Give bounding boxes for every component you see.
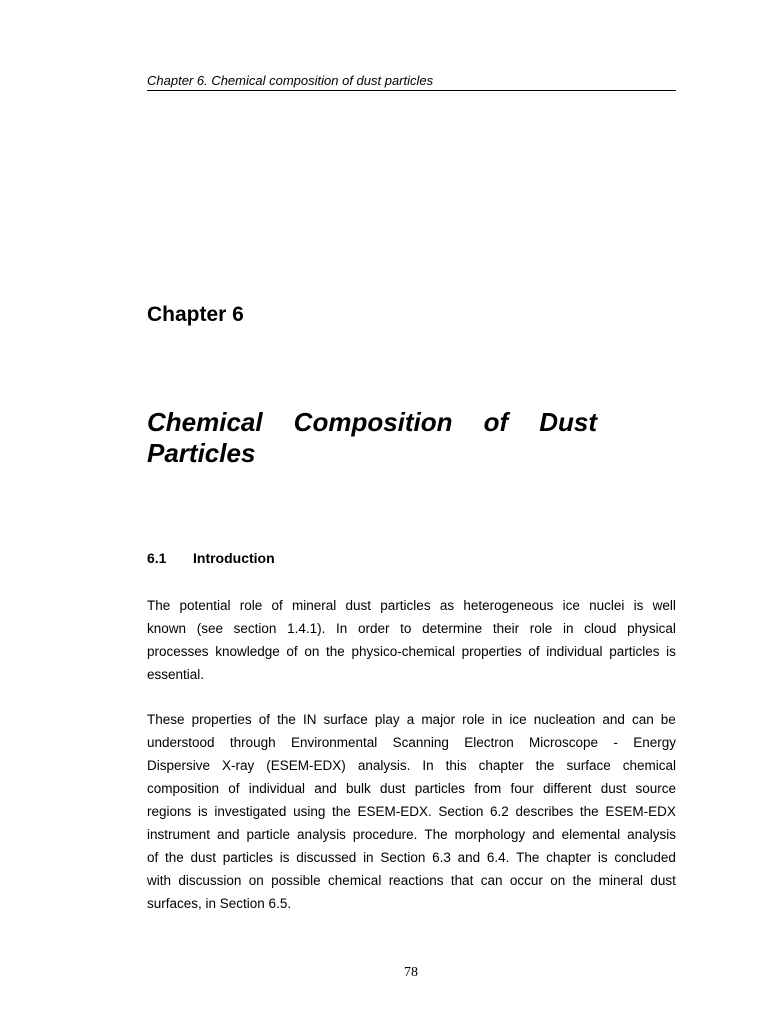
paragraph-word: Microscope: [529, 735, 599, 750]
paragraph-word: analysis: [297, 827, 346, 842]
paragraph-word: in: [491, 712, 503, 727]
paragraph-word: describes: [515, 804, 574, 819]
paragraph-word: instrument: [147, 827, 211, 842]
paragraph-word: reactions: [388, 873, 444, 888]
paragraph-word: (ESEM-EDX): [266, 758, 346, 773]
paragraph-word: analysis: [627, 827, 676, 842]
paragraph-word: heterogeneous: [463, 598, 554, 613]
paragraph-line: [147, 777, 676, 800]
paragraph-word: X-ray: [222, 758, 255, 773]
paragraph-word: 6.3: [432, 850, 451, 865]
paragraph-word: of: [286, 644, 298, 659]
paragraph-word: nucleation: [533, 712, 596, 727]
paragraph-word: analysis.: [357, 758, 411, 773]
chapter-title-line-2: Particles: [147, 438, 256, 468]
paragraph-line: essential.: [147, 667, 205, 682]
paragraph-word: bulk: [346, 781, 371, 796]
paragraph-word: with: [147, 873, 172, 888]
paragraph-word: dust: [190, 850, 217, 865]
paragraph-word: a: [406, 712, 415, 727]
paragraph-word: of: [228, 781, 240, 796]
paragraph-word: chapter: [546, 850, 592, 865]
paragraph-word: procedure.: [352, 827, 418, 842]
paragraph-word: surface: [566, 758, 611, 773]
paragraph-word: potential: [179, 598, 231, 613]
paragraph-word: properties: [191, 712, 252, 727]
paragraph-word: dust: [600, 781, 627, 796]
paragraph-word: that: [450, 873, 474, 888]
paragraph-word: chemical: [622, 758, 676, 773]
paragraph-word: The: [147, 598, 171, 613]
paragraph-word: understood: [147, 735, 215, 750]
paragraph-word: The: [424, 827, 448, 842]
paragraph-word: the: [572, 873, 592, 888]
paragraph-word: processes: [147, 644, 209, 659]
paragraph-word: discussion: [178, 873, 242, 888]
paragraph-word: discussed: [296, 850, 357, 865]
paragraph-line: [147, 640, 676, 663]
paragraph-word: chapter: [478, 758, 524, 773]
paragraph-word: Section: [380, 850, 426, 865]
paragraph-word: occur: [509, 873, 543, 888]
paragraph-word: 1.4.1).: [287, 621, 326, 636]
paragraph-word: nuclei: [589, 598, 625, 613]
paragraph-word: In: [336, 621, 348, 636]
paragraph-word: role: [529, 621, 553, 636]
paragraph-word: investigated: [214, 804, 287, 819]
paragraph-word: their: [492, 621, 520, 636]
paragraph-word: of: [147, 850, 159, 865]
paragraph-word: dust: [380, 781, 406, 796]
chapter-title: [147, 407, 597, 469]
paragraph-word: the: [165, 850, 184, 865]
paragraph-word: Section: [438, 804, 484, 819]
paragraph-word: this: [445, 758, 467, 773]
paragraph-word: These: [147, 712, 185, 727]
paragraph-line: [147, 823, 676, 846]
paragraph-word: is: [633, 598, 644, 613]
paragraph-word: of: [258, 712, 270, 727]
paragraph-word: and: [532, 827, 555, 842]
paragraph-word: on: [550, 873, 566, 888]
paragraph-word: elemental: [561, 827, 621, 842]
paragraph-word: well: [652, 598, 676, 613]
paragraph-word: and: [217, 827, 240, 842]
paragraph-word: the: [535, 758, 555, 773]
paragraph-word: The: [516, 850, 540, 865]
chapter-label: Chapter 6: [147, 303, 244, 326]
paragraph-word: physical: [627, 621, 676, 636]
paragraph-word: order: [357, 621, 390, 636]
paragraph-word: of: [528, 644, 540, 659]
paragraph-word: from: [474, 781, 502, 796]
paragraph-word: of: [271, 598, 283, 613]
paragraph-word: 6.2: [490, 804, 509, 819]
paragraph-word: IN: [302, 712, 317, 727]
paragraph-word: regions: [147, 804, 192, 819]
paragraph-word: in: [363, 850, 374, 865]
paragraph-word: can: [631, 712, 654, 727]
paragraph-word: through: [229, 735, 276, 750]
paragraph-word: the: [332, 804, 351, 819]
paragraph-word: be: [660, 712, 676, 727]
paragraph-word: properties: [461, 644, 522, 659]
paragraph-word: surface: [323, 712, 368, 727]
paragraph-word: knowledge: [215, 644, 280, 659]
paragraph-word: particles: [380, 598, 431, 613]
paragraph-word: mineral: [292, 598, 337, 613]
paragraph-word: (see: [196, 621, 223, 636]
paragraph-word: Dispersive: [147, 758, 211, 773]
paragraph-word: Energy: [633, 735, 676, 750]
paragraph-word: different: [542, 781, 592, 796]
paragraph-word: is: [279, 850, 290, 865]
paragraph-line: [147, 869, 676, 892]
paragraph-word: the: [579, 804, 599, 819]
paragraph-word: Electron: [464, 735, 514, 750]
paragraph-word: major: [421, 712, 456, 727]
paragraph-line: [147, 846, 676, 869]
section-heading: [147, 549, 275, 567]
paragraph-word: is: [197, 804, 208, 819]
paragraph-word: particles: [609, 644, 660, 659]
paragraph-word: mineral: [598, 873, 644, 888]
paragraph-word: individual: [546, 644, 603, 659]
paragraph-word: role: [462, 712, 485, 727]
chapter-title-line-1: [147, 407, 597, 438]
paragraph-word: dust: [345, 598, 372, 613]
paragraph-word: particles: [222, 850, 274, 865]
paragraph-word: Environmental: [290, 735, 378, 750]
paragraph-word: particles: [414, 781, 466, 796]
chapter-title-word: Composition: [293, 407, 453, 437]
paragraph-word: is: [666, 644, 676, 659]
running-header: [147, 72, 676, 91]
chapter-title-word: Dust: [539, 407, 597, 437]
paragraph-word: composition: [147, 781, 220, 796]
paragraph-word: section: [233, 621, 277, 636]
paragraph-word: individual: [248, 781, 306, 796]
intro-paragraph: [147, 594, 676, 686]
paragraph-word: particle: [246, 827, 291, 842]
paragraph-word: In: [422, 758, 434, 773]
paragraph-word: ice: [562, 598, 580, 613]
chapter-title-word: Chemical: [147, 407, 263, 437]
paragraph-word: physico-chemical: [351, 644, 455, 659]
paragraph-word: known: [147, 621, 187, 636]
paragraph-word: Scanning: [392, 735, 449, 750]
paragraph-line: [147, 731, 676, 754]
paragraph-word: in: [562, 621, 574, 636]
paragraph-word: role: [239, 598, 263, 613]
paragraph-word: ice: [509, 712, 527, 727]
paragraph-word: as: [439, 598, 455, 613]
paragraph-line: [147, 594, 676, 617]
paragraph-word: the: [277, 712, 296, 727]
paragraph-line: surfaces, in Section 6.5.: [147, 896, 292, 911]
section-number: 6.1: [147, 550, 167, 566]
body-paragraph: [147, 708, 676, 915]
paragraph-word: concluded: [614, 850, 676, 865]
paragraph-word: possible: [271, 873, 321, 888]
section-title: Introduction: [193, 550, 275, 566]
paragraph-line: [147, 754, 676, 777]
paragraph-line: [147, 800, 676, 823]
paragraph-word: on: [304, 644, 320, 659]
paragraph-word: ESEM-EDX: [605, 804, 676, 819]
paragraph-line: [147, 617, 676, 640]
paragraph-word: -: [613, 735, 618, 750]
paragraph-word: the: [326, 644, 345, 659]
paragraph-word: morphology: [454, 827, 526, 842]
paragraph-word: and: [314, 781, 337, 796]
paragraph-word: to: [400, 621, 412, 636]
paragraph-word: ESEM-EDX.: [357, 804, 432, 819]
paragraph-word: is: [597, 850, 608, 865]
paragraph-word: can: [480, 873, 503, 888]
paragraph-word: using: [293, 804, 326, 819]
paragraph-word: source: [635, 781, 676, 796]
paragraph-word: 6.4.: [486, 850, 510, 865]
paragraph-word: determine: [422, 621, 483, 636]
paragraph-word: cloud: [584, 621, 617, 636]
running-header-title: Chapter 6. Chemical composition of dust particles: [147, 73, 434, 88]
page-number: 78: [404, 965, 418, 980]
paragraph-word: four: [510, 781, 534, 796]
paragraph-word: and: [602, 712, 625, 727]
paragraph-word: on: [248, 873, 264, 888]
paragraph-word: dust: [650, 873, 676, 888]
chapter-title-word: of: [483, 407, 509, 437]
paragraph-word: chemical: [328, 873, 382, 888]
paragraph-word: play: [374, 712, 400, 727]
paragraph-word: and: [457, 850, 481, 865]
paragraph-line: [147, 708, 676, 731]
